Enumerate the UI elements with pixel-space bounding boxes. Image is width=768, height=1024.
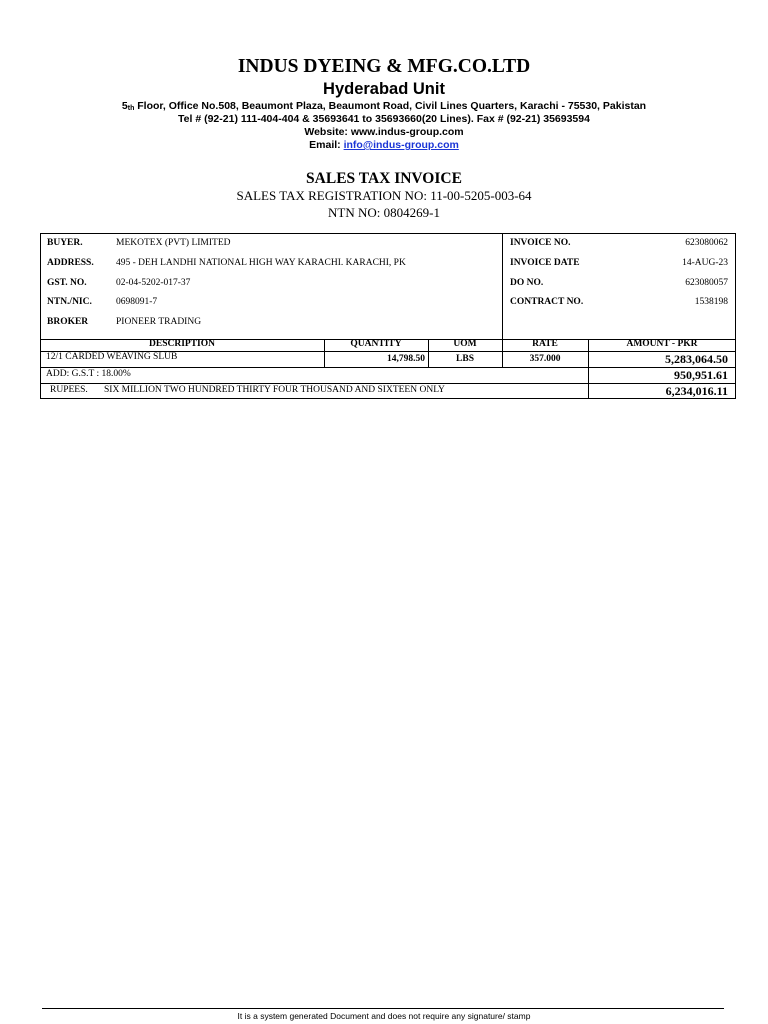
- header-rate: RATE: [532, 339, 558, 349]
- address-floor-number: 5: [121, 100, 128, 112]
- header-uom: UOM: [453, 339, 477, 349]
- unit-name: Hyderabad Unit: [323, 80, 445, 98]
- contract-no-label: CONTRACT NO.: [510, 297, 584, 307]
- do-no-label: DO NO.: [510, 278, 544, 288]
- table-gst-divider: [40, 383, 736, 384]
- ntn-nic-value: 0698091-7: [116, 297, 158, 307]
- info-divider: [502, 233, 503, 340]
- invoice-date-value: 14-AUG-23: [682, 258, 728, 268]
- address-label: ADDRESS.: [47, 258, 94, 268]
- item-rate: 357.000: [529, 354, 561, 364]
- item-description: 12/1 CARDED WEAVING SLUB: [46, 352, 178, 362]
- header-amount: AMOUNT - PKR: [626, 339, 698, 349]
- broker-label: BROKER: [47, 317, 89, 327]
- invoice-no-value: 623080062: [685, 238, 728, 248]
- invoice-title: SALES TAX INVOICE: [306, 170, 462, 187]
- company-website: Website: www.indus-group.com: [304, 126, 464, 138]
- gst-amount: 950,951.61: [674, 368, 728, 382]
- item-uom: LBS: [456, 354, 474, 364]
- table-row-divider: [40, 367, 736, 368]
- ntn-number: NTN NO: 0804269-1: [328, 205, 440, 220]
- total-amount: 6,234,016.11: [665, 384, 728, 398]
- invoice-no-label: INVOICE NO.: [510, 238, 571, 248]
- rupees-in-words: SIX MILLION TWO HUNDRED THIRTY FOUR THOUSAND AND SIXTEEN ONLY: [104, 385, 445, 395]
- invoice-date-label: INVOICE DATE: [510, 258, 580, 268]
- buyer-label: BUYER.: [47, 238, 83, 248]
- item-amount: 5,283,064.50: [665, 352, 728, 366]
- company-email-line: [0, 139, 768, 151]
- buyer-value: MEKOTEX (PVT) LIMITED: [116, 238, 231, 248]
- gst-rate-label: ADD: G.S.T : 18.00%: [46, 369, 131, 379]
- email-label: Email:: [309, 139, 344, 151]
- contract-no-value: 1538198: [694, 297, 728, 307]
- header-description: DESCRIPTION: [149, 339, 215, 349]
- company-name: INDUS DYEING & MFG.CO.LTD: [237, 56, 531, 77]
- broker-value: PIONEER TRADING: [116, 317, 202, 327]
- gst-value: 02-04-5202-017-37: [116, 278, 191, 288]
- ntn-nic-label: NTN./NIC.: [47, 297, 92, 307]
- address-text: Floor, Office No.508, Beaumont Plaza, Beaumont Road, Civil Lines Quarters, Karachi - 75530, Pakistan: [134, 100, 647, 112]
- rupees-label: RUPEES.: [50, 385, 88, 395]
- address-value: 495 - DEH LANDHI NATIONAL HIGH WAY KARACHI. KARACHI, PK: [116, 258, 406, 268]
- sales-tax-registration: SALES TAX REGISTRATION NO: 11-00-5205-003-64: [236, 188, 532, 203]
- header-quantity: QUANTITY: [350, 339, 402, 349]
- footer-divider: [42, 1008, 724, 1009]
- company-address: [0, 100, 768, 112]
- address-floor-suffix: th: [127, 105, 135, 112]
- gst-label: GST. NO.: [47, 278, 87, 288]
- email-link[interactable]: info@indus-group.com: [343, 139, 459, 151]
- footer-note: It is a system generated Document and does not require any signature/ stamp: [237, 1011, 531, 1021]
- company-phone: Tel # (92-21) 111-404-404 & 35693641 to 35693660(20 Lines). Fax # (92-21) 35693594: [178, 113, 590, 125]
- item-quantity: 14,798.50: [387, 354, 425, 364]
- do-no-value: 623080057: [685, 278, 728, 288]
